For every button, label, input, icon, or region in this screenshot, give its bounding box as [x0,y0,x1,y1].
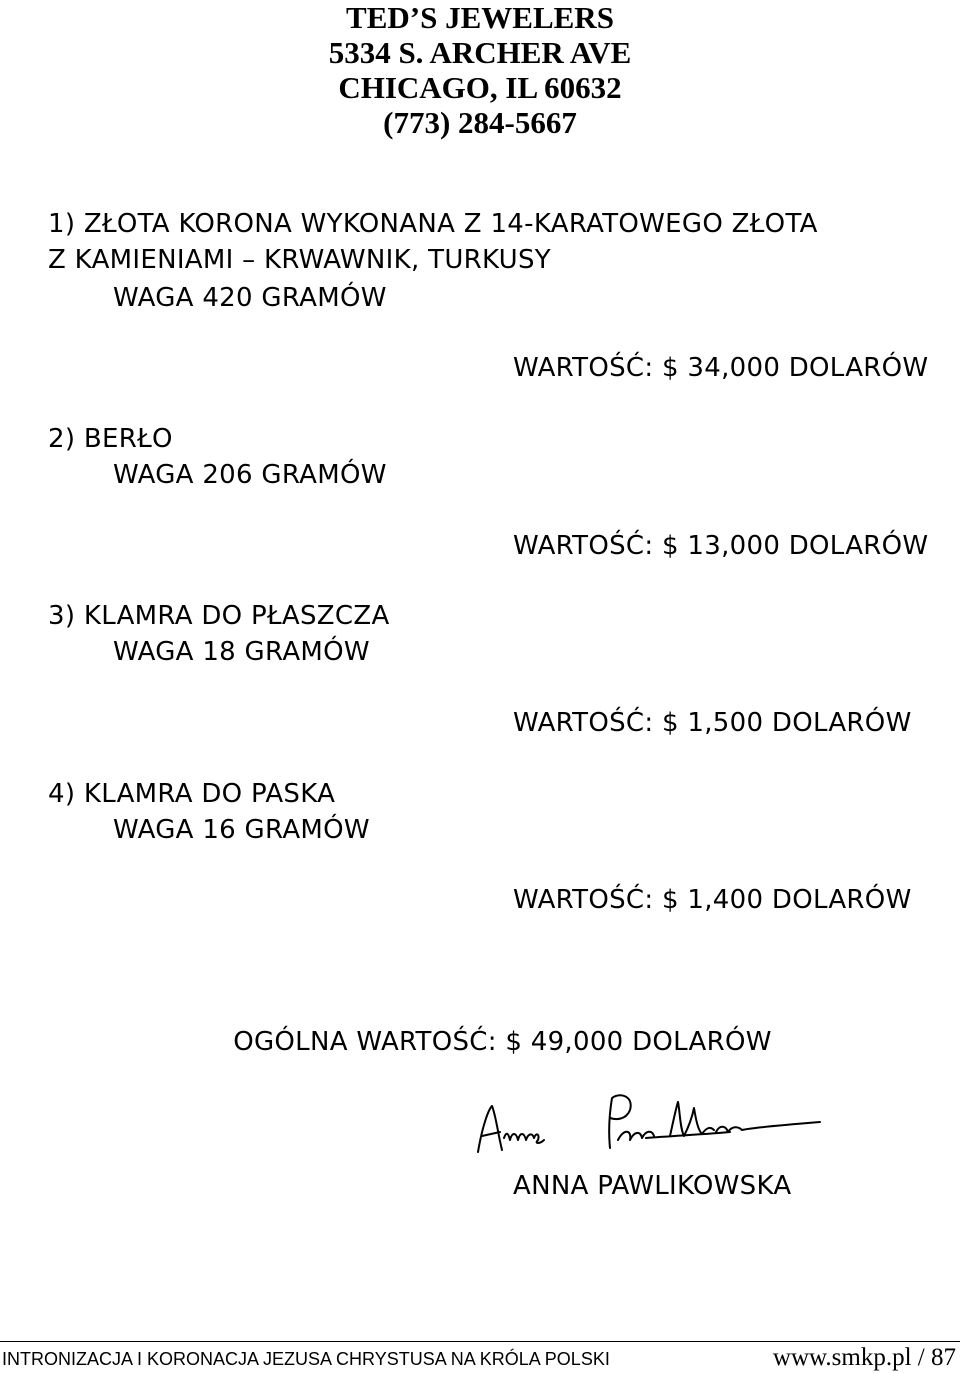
footer-page-ref: www.smkp.pl / 87 [772,1344,956,1371]
item-4-weight: WAGA 16 GRAMÓW [113,815,370,845]
jeweler-phone: (773) 284-5667 [383,105,577,140]
total-value: OGÓLNA WARTOŚĆ: $ 49,000 DOLARÓW [233,1027,772,1057]
item-2-value: WARTOŚĆ: $ 13,000 DOLARÓW [513,531,929,561]
item-1-value: WARTOŚĆ: $ 34,000 DOLARÓW [513,353,929,383]
item-3-weight: WAGA 18 GRAMÓW [113,637,370,667]
jeweler-street: 5334 S. ARCHER AVE [328,35,632,70]
jeweler-name: TED’S JEWELERS [346,0,614,35]
item-4-value: WARTOŚĆ: $ 1,400 DOLARÓW [513,885,912,915]
item-4-title: 4) KLAMRA DO PASKA [48,779,336,809]
item-3-title: 3) KLAMRA DO PŁASZCZA [48,601,390,631]
item-1-title: 1) ZŁOTA KORONA WYKONANA Z 14-KARATOWEGO ZŁOTA [48,209,818,239]
handwritten-signature [470,1088,830,1168]
item-2-title: 2) BERŁO [48,424,173,454]
item-1-weight: WAGA 420 GRAMÓW [113,283,387,313]
jeweler-header [0,0,960,140]
item-2-weight: WAGA 206 GRAMÓW [113,460,387,490]
item-1-stones: Z KAMIENIAMI – KRWAWNIK, TURKUSY [48,245,551,275]
signatory-name: ANNA PAWLIKOWSKA [513,1171,792,1201]
page-footer [0,1341,960,1373]
jeweler-city: CHICAGO, IL 60632 [338,70,622,105]
footer-title: INTRONIZACJA I KORONACJA JEZUSA CHRYSTUSA NA KRÓLA POLSKI [2,1349,610,1369]
item-3-value: WARTOŚĆ: $ 1,500 DOLARÓW [513,708,912,738]
